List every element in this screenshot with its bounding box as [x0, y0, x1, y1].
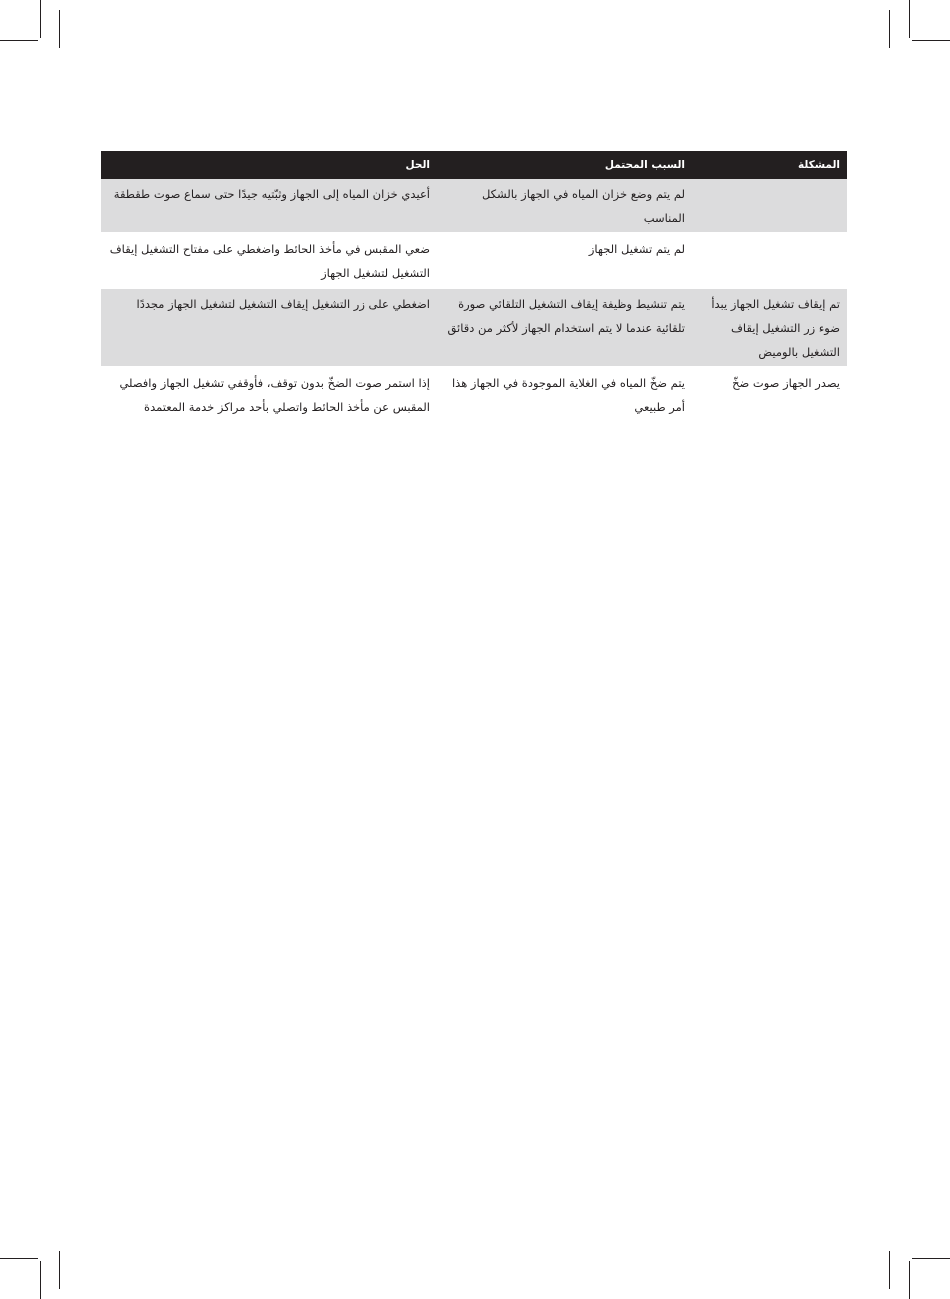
solution-cell: اضغطي على زر التشغيل إيقاف التشغيل لتشغيل الجهاز مجددًا [101, 288, 437, 367]
cause-cell: يتم تنشيط وظيفة إيقاف التشغيل التلقائي صورة تلقائية عندما لا يتم استخدام الجهاز لأكثر من دقائق [437, 288, 692, 367]
crop-mark [889, 1251, 890, 1289]
crop-mark [59, 1251, 60, 1289]
problem-cell [692, 233, 847, 288]
troubleshooting-table [101, 151, 847, 439]
table-row [101, 367, 847, 439]
crop-mark [40, 1261, 41, 1299]
header-cause: السبب المحتمل [437, 151, 692, 179]
table-row [101, 233, 847, 288]
table-header-row [101, 151, 847, 179]
crop-mark [0, 1258, 38, 1259]
crop-mark [889, 10, 890, 48]
problem-cell: تم إيقاف تشغيل الجهاز يبدأ ضوء زر التشغيل إيقاف التشغيل بالوميض [692, 288, 847, 367]
solution-cell: إذا استمر صوت الضخّ بدون توقف، فأوقفي تشغيل الجهاز وافصلي المقبس عن مأخذ الحائط واتصلي بأحد مراكز خدمة المعتمدة [101, 367, 437, 439]
crop-mark [912, 40, 950, 41]
crop-mark [40, 0, 41, 38]
crop-mark [0, 40, 38, 41]
header-problem: المشكلة [692, 151, 847, 179]
crop-mark [909, 0, 910, 38]
header-solution: الحل [101, 151, 437, 179]
crop-mark [59, 10, 60, 48]
problem-cell [692, 179, 847, 233]
cause-cell: لم يتم وضع خزان المياه في الجهاز بالشكل المناسب [437, 179, 692, 233]
cause-cell: يتم ضخّ المياه في الغلاية الموجودة في الجهاز هذا أمر طبيعي [437, 367, 692, 439]
table-row [101, 288, 847, 367]
problem-cell: يصدر الجهاز صوت ضخّ [692, 367, 847, 439]
table-row [101, 179, 847, 233]
solution-cell: أعيدي خزان المياه إلى الجهاز وثبّتيه جيدًا حتى سماع صوت طقطقة [101, 179, 437, 233]
cause-cell: لم يتم تشغيل الجهاز [437, 233, 692, 288]
crop-mark [912, 1258, 950, 1259]
crop-mark [909, 1261, 910, 1299]
solution-cell: ضعي المقبس في مأخذ الحائط واضغطي على مفتاح التشغيل إيقاف التشغيل لتشغيل الجهاز [101, 233, 437, 288]
